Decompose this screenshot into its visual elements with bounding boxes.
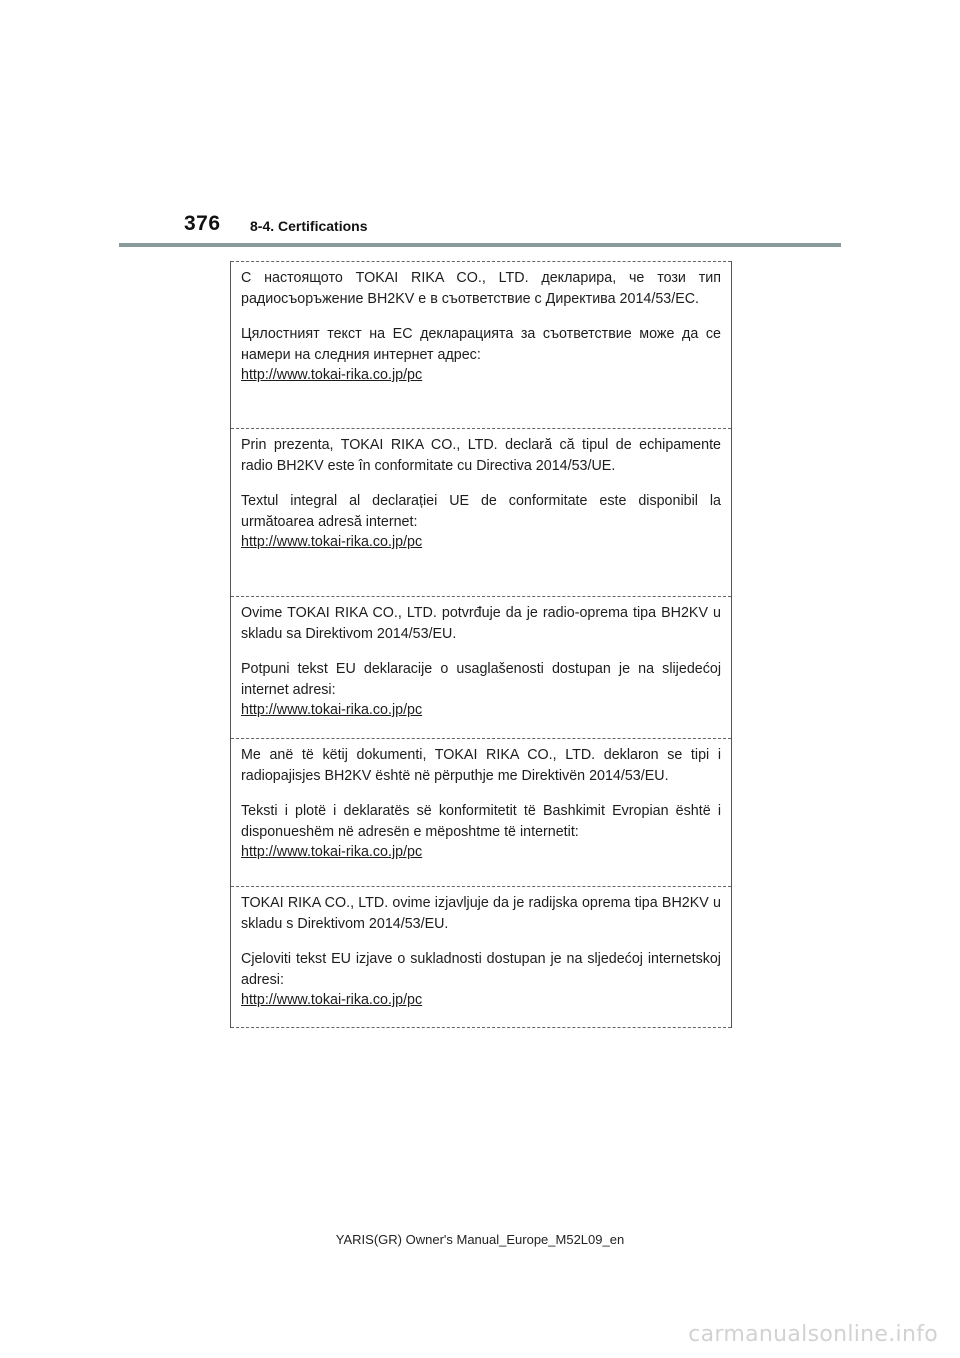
footer-manual-id: YARIS(GR) Owner's Manual_Europe_M52L09_en xyxy=(335,1232,625,1247)
cert-block-romanian xyxy=(231,428,731,596)
declaration-text: Me anë të këtij dokumenti, TOKAI RIKA CO., LTD. deklaron se tipi i radiopajisjes BH2KV është në përputhje me Direktivën 2014/53/EU. xyxy=(241,747,721,784)
cert-block-albanian xyxy=(231,738,731,886)
declaration-text: Prin prezenta, TOKAI RIKA CO., LTD. declară că tipul de echipamente radio BH2KV este în conformitate cu Directiva 2014/53/UE. xyxy=(241,437,721,474)
full-text-note: Cjeloviti tekst EU izjave o sukladnosti dostupan je na sljedećoj internetskoj adresi: xyxy=(241,951,721,988)
section-title: 8-4. Certifications xyxy=(250,218,368,234)
cert-block-bulgarian xyxy=(231,261,731,428)
declaration-url-link[interactable]: http://www.tokai-rika.co.jp/pc xyxy=(241,844,423,860)
full-text-note: Цялостният текст на ЕС декларацията за съответствие може да се намери на следния интернет адрес: xyxy=(241,326,721,363)
page-number: 376 xyxy=(184,212,221,235)
declaration-url-link[interactable]: http://www.tokai-rika.co.jp/pc xyxy=(241,702,423,718)
cert-block-croatian xyxy=(231,886,731,1028)
full-text-note: Textul integral al declarației UE de conformitate este disponibil la următoarea adresă internet: xyxy=(241,493,721,530)
declaration-url-link[interactable]: http://www.tokai-rika.co.jp/pc xyxy=(241,367,423,383)
declaration-url-link[interactable]: http://www.tokai-rika.co.jp/pc xyxy=(241,534,423,550)
watermark: carmanualsonline.info xyxy=(688,1322,938,1347)
certification-box xyxy=(230,261,732,1028)
declaration-url-link[interactable]: http://www.tokai-rika.co.jp/pc xyxy=(241,992,423,1008)
declaration-text: TOKAI RIKA CO., LTD. ovime izjavljuje da je radijska oprema tipa BH2KV u skladu s Direktivom 2014/53/EU. xyxy=(241,895,721,932)
full-text-note: Teksti i plotë i deklaratës së konformitetit të Bashkimit Evropian është i disponueshëm në adresën e mëposhtme të internetit: xyxy=(241,803,721,840)
full-text-note: Potpuni tekst EU deklaracije o usaglašenosti dostupan je na slijedećoj internet adresi: xyxy=(241,661,721,698)
declaration-text: С настоящото TOKAI RIKA CO., LTD. декларира, че този тип радиосъоръжение BH2KV е в съответствие с Директива 2014/53/ЕС. xyxy=(241,270,721,307)
header-rule xyxy=(119,243,841,247)
declaration-text: Ovime TOKAI RIKA CO., LTD. potvrđuje da je radio-oprema tipa BH2KV u skladu sa Direktivom 2014/53/EU. xyxy=(241,605,721,642)
cert-block-bosnian xyxy=(231,596,731,738)
